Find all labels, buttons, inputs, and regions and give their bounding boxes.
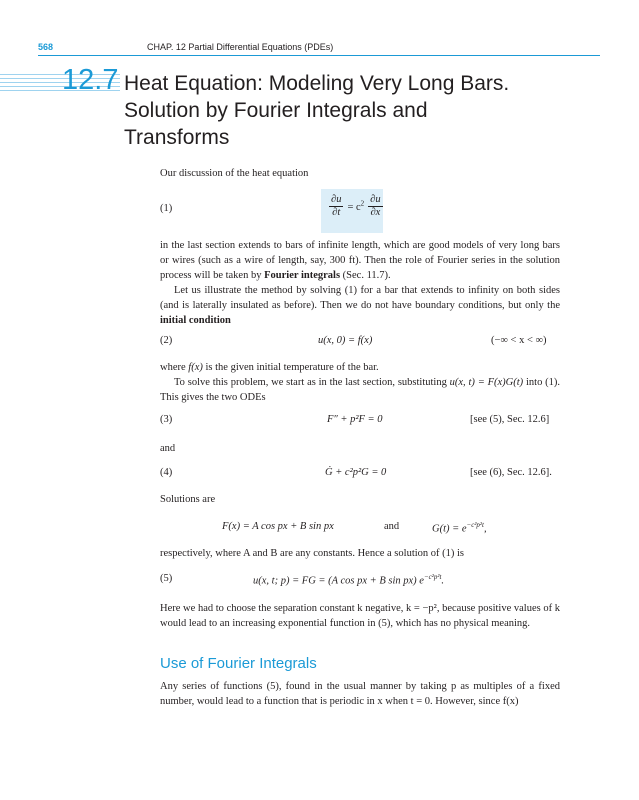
bold-term: initial condition	[160, 315, 231, 326]
equation-3: F″ + p²F = 0	[327, 414, 383, 425]
and-word: and	[160, 443, 176, 454]
subsection-title: Use of Fourier Integrals	[160, 655, 317, 672]
paragraph-2: in the last section extends to bars of infinite length, which are good models of very long bars or wires (such as a wire of length, say, 300 ft). Then the role of Fourier series in the solution process will be taken by Fourier integrals (Sec. 11.7).	[160, 240, 560, 281]
header-rule	[38, 55, 600, 56]
paragraph-5: To solve this problem, we start as in the last section, substituting u(x, t) = F(x)G(t) into (1). This gives the two ODEs	[160, 377, 560, 403]
paragraph-4: where f(x) is the given initial temperature of the bar.	[160, 362, 379, 373]
section-title	[124, 70, 574, 151]
eq1-label: (1)	[160, 203, 173, 214]
eq4-reference: [see (6), Sec. 12.6].	[470, 467, 552, 478]
eq4-label: (4)	[160, 467, 173, 478]
section-title-line: Heat Equation: Modeling Very Long Bars.	[124, 72, 510, 95]
bold-term: Fourier integrals	[264, 270, 341, 281]
paragraph-7: Here we had to choose the separation constant k negative, k = −p², because positive values of k would lead to an increasing exponential function in (5), which has no physical meaning.	[160, 603, 560, 629]
solution-and: and	[384, 521, 400, 532]
eq1-eq: = $c^2$	[347, 199, 365, 214]
equation-2: u(x, 0) = f(x)	[318, 335, 373, 346]
eq2-condition: (−∞ < x < ∞)	[491, 335, 547, 346]
eq2-label: (2)	[160, 335, 173, 346]
paragraph-3: Let us illustrate the method by solving (1) for a bar that extends to infinity on both sides (and is laterally insulated as before). Then we do not have boundary conditions, but only the initial condition	[160, 285, 560, 326]
page-number: 568	[38, 42, 54, 52]
equation-5: u(x, t; p) = FG = (A cos px + B sin px) $e^{-c^2p^2t}$.	[253, 573, 445, 587]
solutions-are: Solutions are	[160, 494, 216, 505]
eq3-label: (3)	[160, 414, 173, 425]
eq5-label: (5)	[160, 573, 173, 584]
running-header: CHAP. 12 Partial Differential Equations (PDEs)	[147, 42, 334, 52]
paragraph-6: respectively, where A and B are any constants. Hence a solution of (1) is	[160, 548, 465, 559]
eq1-lhs-fraction: $\frac{\partial u}{\partial t}$	[331, 194, 342, 218]
solution-F: F(x) = A cos px + B sin px	[222, 521, 334, 532]
eq3-reference: [see (5), Sec. 12.6]	[470, 414, 550, 425]
solution-G: $G(t) = e^{-c^2p^2t}$,	[432, 521, 487, 535]
section-title-line: Solution by Fourier Integrals and	[124, 99, 428, 122]
equation-1	[329, 194, 383, 219]
eq1-rhs-fraction: $\frac{\partial u}{\partial x}$	[370, 194, 381, 218]
section-title-line: Transforms	[124, 126, 230, 149]
section-number: 12.7	[62, 64, 119, 96]
paragraph-intro: Our discussion of the heat equation	[160, 168, 309, 179]
paragraph-8: Any series of functions (5), found in the usual manner by taking p as multiples of a fixed number, would lead to a function that is periodic in x when t = 0. However, since f(x)	[160, 681, 560, 707]
equation-4: Ġ + c²p²G = 0	[325, 467, 387, 478]
